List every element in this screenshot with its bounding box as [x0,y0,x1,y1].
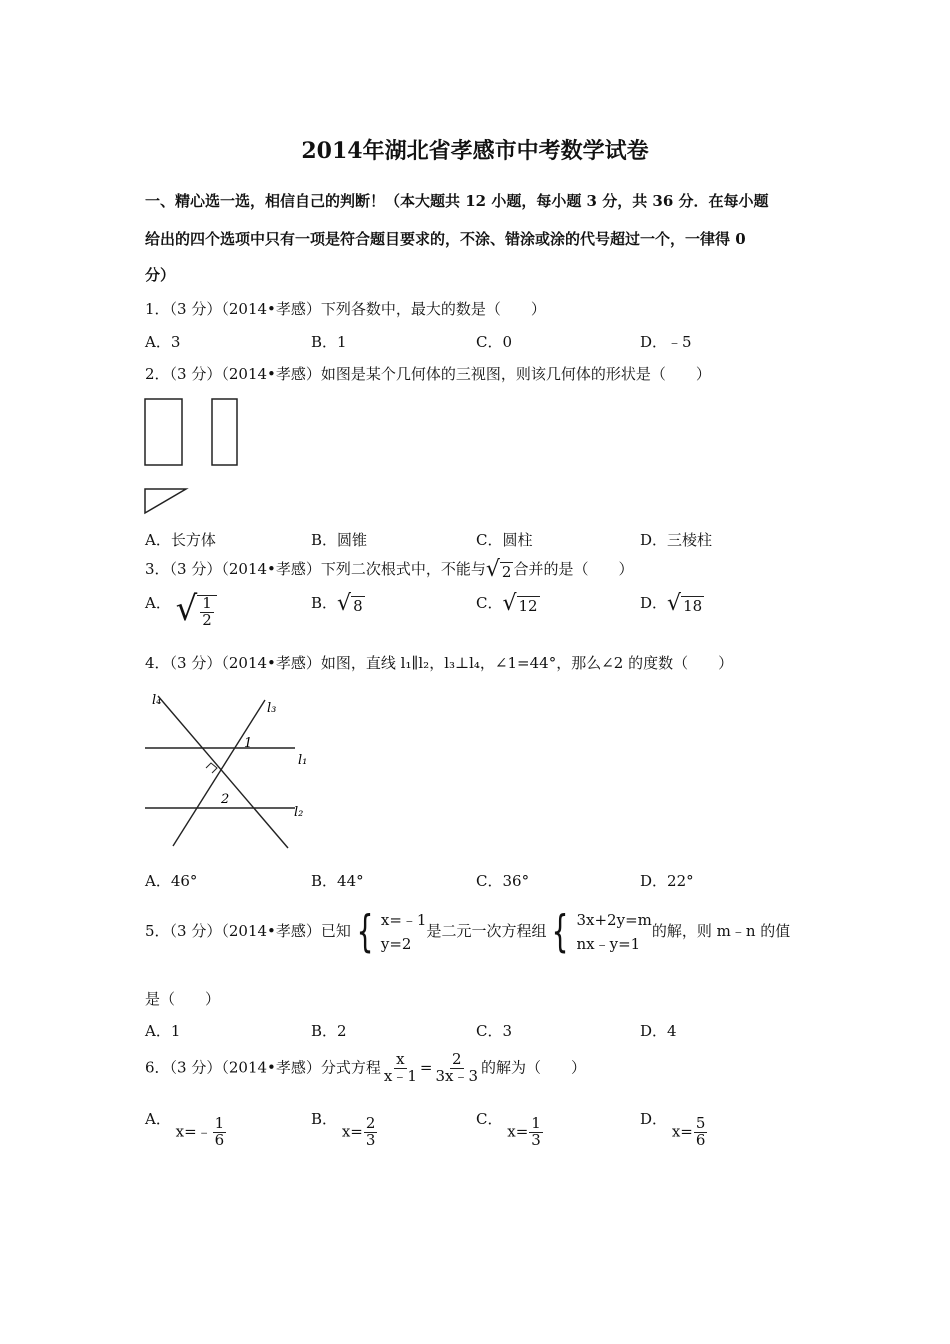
q3-option-c: C． √ 12 [476,591,538,616]
q6-option-a [145,1108,227,1149]
q5-option-d: D．4 [640,1022,677,1040]
right-angle-mark [206,763,217,773]
q5-sys1-row1: x=﹣1 [380,911,427,929]
q3-text-after: 合并的是（ ） [513,560,634,578]
question-3-text [145,558,633,581]
front-view-rect [145,399,182,465]
q3-a-num: 1 [202,594,212,612]
parallel-lines-figure [140,688,330,858]
q3-option-d-label: D． [640,594,668,612]
q2-option-a: A．长方体 [145,531,216,549]
q5-sys2-row2: nx﹣y=1 [576,935,641,953]
q5-system-2: { 3x+2y=m nx﹣y=1 [552,906,652,957]
q3-option-a [145,589,217,629]
q6-text-a: 6．（3 分）（2014•孝感）分式方程 [145,1058,381,1077]
q6-b-label: B． [311,1110,338,1128]
q6-text-b: 的解为（ ） [481,1058,587,1077]
q6-c-den: 3 [531,1130,541,1149]
question-4-text: 4．（3 分）（2014•孝感）如图，直线 l₁∥l₂，l₃⊥l₄，∠1=44°，那么∠2 的度数（ ） [145,654,734,672]
q1-option-d: D．﹣5 [640,333,692,351]
q5-sys1-row2: y=2 [380,935,412,953]
q6-f1-num: x [396,1050,405,1068]
q6-d-label: D． [640,1110,668,1128]
q1-option-a: A．3 [145,333,181,351]
line-l3 [173,700,265,846]
q6-option-d [640,1108,708,1149]
three-views-figure [140,393,250,523]
q3-d-radicand: 18 [683,597,703,615]
q6-d-den: 6 [695,1130,706,1149]
section-instructions-line1: 一、精心选一选，相信自己的判断！（本大题共 12 小题，每小题 3 分，共 36 分．在每小题 [145,192,769,210]
q6-option-b [311,1108,378,1149]
side-view-rect [212,399,237,465]
q3-option-a-label: A． [145,594,171,612]
q6-d-num: 5 [695,1114,706,1132]
label-l1: l₁ [298,753,308,768]
q6-b-num: 2 [365,1114,376,1132]
q6-f2-den: 3x﹣3 [435,1066,479,1085]
page-title: 2014年湖北省孝感市中考数学试卷 [301,138,649,164]
q3-sqrt-2: √ 2 [485,557,512,582]
question-2-text: 2．（3 分）（2014•孝感）如图是某个几何体的三视图，则该几何体的形状是（ ） [145,365,711,383]
q5-system-1: { x=﹣1 y=2 [356,906,427,957]
q6-c-prefix: x= [507,1122,529,1141]
q6-option-c [476,1108,544,1149]
question-1-text: 1．（3 分）（2014•孝感）下列各数中，最大的数是（ ） [145,300,546,318]
q3-option-b-label: B． [311,594,338,612]
label-l3: l₃ [267,701,277,716]
q5-option-c: C．3 [476,1022,513,1040]
q1-option-c: C．0 [476,333,513,351]
q2-option-c: C．圆柱 [476,531,533,549]
q6-f1-den: x﹣1 [383,1066,417,1085]
q4-option-d: D．22° [640,872,694,890]
top-view-triangle [145,489,186,513]
q4-option-c: C．36° [476,872,530,890]
q3-radicand: 2 [501,563,512,581]
q6-a-prefix: x=﹣ [175,1122,212,1141]
section-instructions-line3: 分） [145,266,176,284]
angle-1-label: 1 [244,736,253,751]
q5-sys2-row1: 3x+2y=m [576,911,652,929]
section-instructions-line2: 给出的四个选项中只有一项是符合题目要求的，不涂、错涂或涂的代号超过一个，一律得 0 [145,230,746,248]
q6-a-den: 6 [214,1130,225,1149]
q5-option-a: A．1 [145,1022,181,1040]
q5-text-a: 5．（3 分）（2014•孝感）已知 [145,922,351,940]
question-5-continuation: 是（ ） [145,990,221,1008]
q6-a-label: A． [145,1110,171,1128]
label-l2: l₂ [294,805,304,820]
q6-b-den: 3 [365,1130,376,1149]
q6-c-num: 1 [531,1114,541,1132]
q6-fraction-1 [382,1052,419,1085]
q4-option-a: A．46° [145,872,198,890]
q4-option-b: B．44° [311,872,364,890]
q3-c-radicand: 12 [518,597,538,615]
q3-option-d: D． √ 18 [640,591,703,616]
q5-text-b: 是二元一次方程组 [426,922,547,940]
q5-text-c: 的解，则 m﹣n 的值 [651,922,791,940]
q5-option-b: B．2 [311,1022,347,1040]
q6-d-prefix: x= [671,1122,693,1141]
line-l4 [158,696,288,848]
q6-fraction-2 [433,1052,480,1085]
question-6-text [145,1052,586,1085]
question-5-text [145,908,790,956]
q3-a-den: 2 [202,610,212,629]
q3-option-c-label: C． [476,594,503,612]
q2-option-b: B．圆锥 [311,531,368,549]
q1-option-b: B．1 [311,333,347,351]
q2-option-d: D．三棱柱 [640,531,713,549]
q6-b-prefix: x= [341,1122,363,1141]
q3-option-b: B． √ 8 [311,591,363,616]
q3-option-a-sqrt: √ $\frac{1}{2}$ [176,592,217,629]
angle-2-label: 2 [221,792,230,807]
q6-f2-num: 2 [451,1050,462,1068]
label-l4: l₄ [152,693,162,708]
q3-b-radicand: 8 [353,597,363,615]
q6-c-label: C． [476,1110,503,1128]
q3-text-before: 3．（3 分）（2014•孝感）下列二次根式中，不能与 [145,560,486,578]
q6-equals: = [419,1058,433,1077]
q6-a-num: 1 [214,1114,225,1132]
